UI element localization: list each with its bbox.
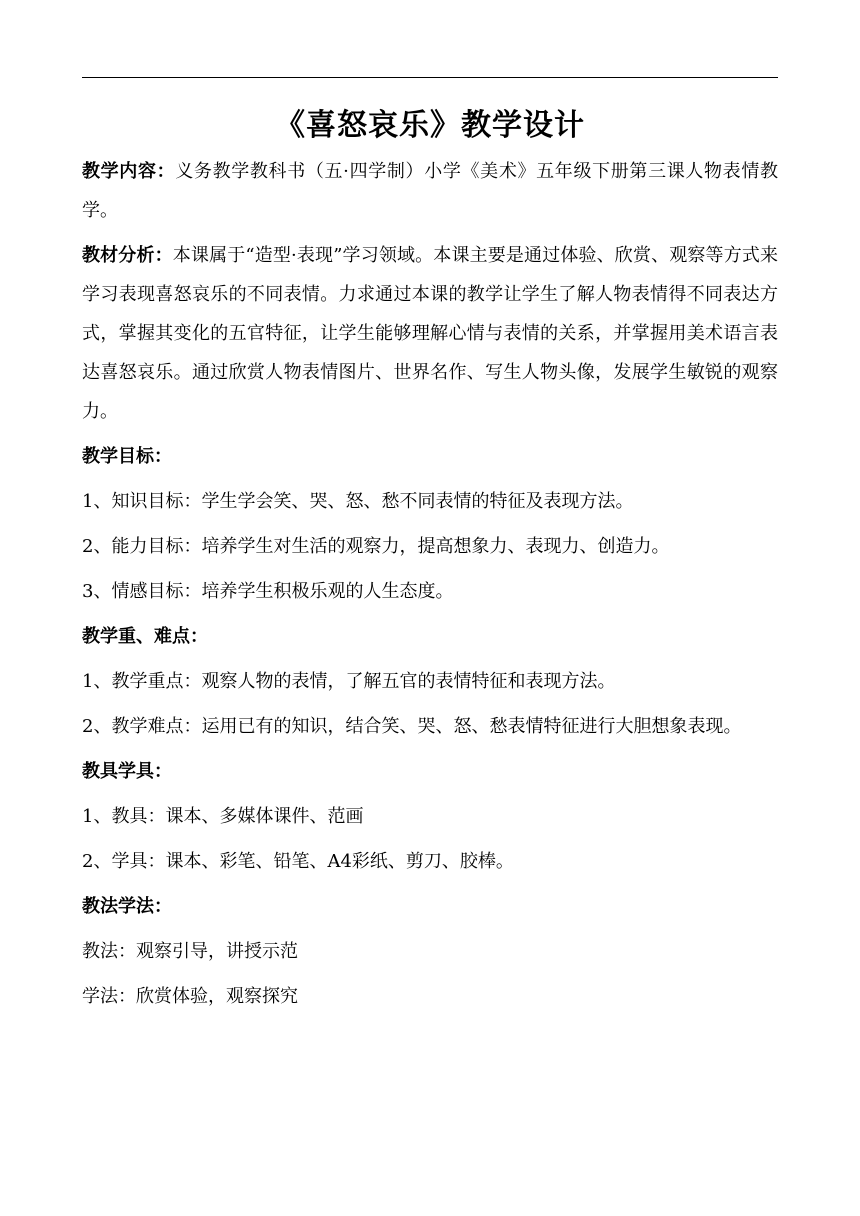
material-analysis-paragraph (82, 236, 778, 431)
document-title: 《喜怒哀乐》教学设计 (275, 108, 585, 143)
tool-item: 1、教具：课本、多媒体课件、范画 (82, 806, 364, 827)
teaching-tools-heading: 教具学具： (82, 761, 172, 782)
material-analysis-label: 教材分析： (82, 245, 173, 266)
teaching-methods-heading: 教法学法： (82, 896, 172, 917)
key-point-item: 2、教学难点：运用已有的知识，结合笑、哭、怒、愁表情特征进行大胆想象表现。 (82, 716, 742, 737)
teaching-goals-heading: 教学目标： (82, 446, 172, 467)
tool-item: 2、学具：课本、彩笔、铅笔、A4彩纸、剪刀、胶棒。 (82, 851, 514, 872)
goal-item: 2、能力目标：培养学生对生活的观察力，提高想象力、表现力、创造力。 (82, 536, 670, 557)
goal-item: 3、情感目标：培养学生积极乐观的人生态度。 (82, 581, 454, 602)
document-body (82, 152, 778, 1016)
teaching-content-text: 义务教学教科书（五·四学制）小学《美术》五年级下册第三课人物表情教学。 (82, 161, 778, 221)
method-item: 教法：观察引导，讲授示范 (82, 941, 298, 962)
method-item: 学法：欣赏体验，观察探究 (82, 986, 298, 1007)
key-points-heading: 教学重、难点： (82, 626, 208, 647)
teaching-content-label: 教学内容： (82, 161, 176, 182)
header-rule (82, 77, 778, 78)
goal-item: 1、知识目标：学生学会笑、哭、怒、愁不同表情的特征及表现方法。 (82, 491, 634, 512)
teaching-content-paragraph (82, 152, 778, 230)
key-point-item: 1、教学重点：观察人物的表情，了解五官的表情特征和表现方法。 (82, 671, 616, 692)
material-analysis-text: 本课属于“造型·表现”学习领域。本课主要是通过体验、欣赏、观察等方式来学习表现喜怒哀乐的不同表情。力求通过本课的教学让学生了解人物表情得不同表达方式，掌握其变化的五官特征，让学生能够理解心情与表情的关系，并掌握用美术语言表达喜怒哀乐。通过欣赏人物表情图片、世界名作、写生人物头像，发展学生敏锐的观察力。 (82, 245, 779, 422)
